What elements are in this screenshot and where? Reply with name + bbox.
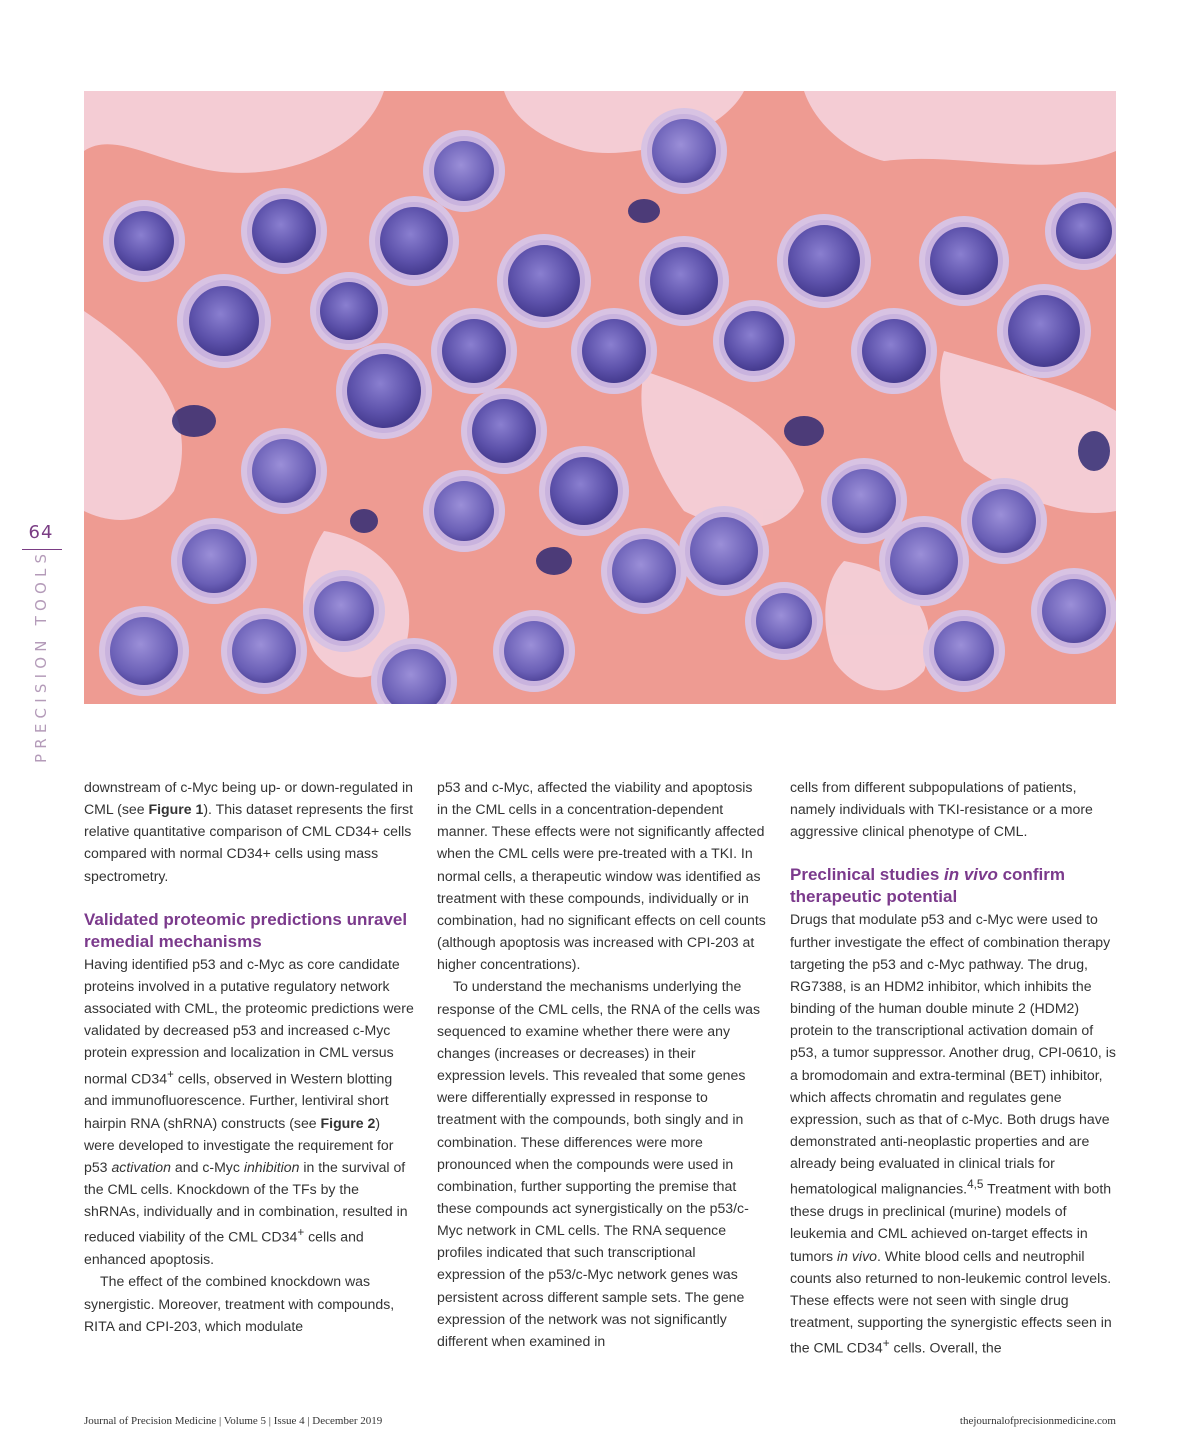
heading-emphasis: in vivo — [944, 865, 998, 885]
text-run: cells and enhanced apoptosis. — [84, 1229, 364, 1268]
micrograph-svg — [84, 91, 1116, 704]
footer-journal-info: Journal of Precision Medicine | Volume 5 | Issue 4 | December 2019 — [84, 1415, 383, 1427]
superscript: + — [882, 1337, 890, 1351]
emphasis: in vivo — [837, 1247, 877, 1264]
text-column-2 — [437, 776, 767, 1352]
heading-run: confirm therapeutic potential — [790, 865, 1065, 907]
text-run: Having identified p53 and c-Myc as core candidate proteins involved in a putative regulatory network associated with CML, the proteomic predictions were validated by decreased p53 and increased c-Myc protein expression and localization in CML versus normal CD34 — [84, 955, 414, 1087]
paragraph: To understand the mechanisms underlying the response of the CML cells, the RNA of the cells was sequenced to examine whether there were any changes (increases or decreases) in their expression levels. This revealed that some genes were differentially expressed in response to treatment with the compounds, both singly and in combination. These differences were more pronounced when the compounds were used in combination, further supporting the premise that these compounds act synergistically on the p53/c-Myc network in CML cells. The RNA sequence profiles indicated that such transcriptional expression of the p53/c-Myc network genes was persistent across different sample sets. The gene expression of the network was not significantly different when examined in — [437, 978, 760, 1349]
superscript: + — [297, 1226, 305, 1240]
text-run: downstream of c-Myc being up- or down-regulated in CML (see — [84, 779, 414, 818]
paragraph: cells from different subpopulations of patients, namely individuals with TKI-resistance or a more aggressive clinical phenotype of CML. — [790, 779, 1093, 840]
section-heading: Validated proteomic predictions unravel remedial mechanisms — [84, 909, 408, 951]
text-run: Drugs that modulate p53 and c-Myc were used to further investigate the effect of combination therapy targeting the p53 and c-Myc pathway. The drug, RG7388, is an HDM2 inhibitor, which inhibits the binding of the human double minute 2 (HDM2) protein to the transcriptional activation domain of p53, a tumor suppressor. Another drug, CPI-0610, is a bromodomain and extra-terminal (BET) inhibitor, which affects chromatin and regulates gene expression, such as that of c-Myc. Both drugs have demonstrated anti-neoplastic properties and are already being evaluated in clinical trials for hematological malignancies. — [790, 911, 1116, 1198]
text-run: in the survival of the CML cells. Knockdown of the TFs by the shRNAs, individually and in combination, resulted in reduced viability of the CML CD34 — [84, 1158, 408, 1246]
paragraph — [84, 776, 414, 887]
text-run: cells, observed in Western blotting and immunofluorescence. Further, lentiviral short hairpin RNA (shRNA) constructs (see — [84, 1070, 393, 1131]
text-run: Treatment with both these drugs in preclinical (murine) models of leukemia and CML achieved on-target effects in tumors — [790, 1181, 1112, 1264]
emphasis: activation — [111, 1158, 171, 1175]
figure-reference: Figure 1 — [148, 801, 204, 818]
section-heading — [790, 864, 1120, 908]
text-run: . White blood cells and neutrophil counts also returned to non-leukemic control levels. These effects were not seen with single drug treatment, supporting the synergistic effects seen in the CML CD34 — [790, 1247, 1112, 1356]
micrograph-image — [84, 91, 1116, 704]
figure-reference: Figure 2 — [320, 1114, 376, 1131]
paragraph — [790, 908, 1120, 1359]
paragraph: The effect of the combined knockdown was synergistic. Moreover, treatment with compounds, RITA and CPI-203, which modulate — [84, 1273, 395, 1334]
superscript: + — [167, 1067, 174, 1081]
page-number: 64 — [28, 522, 54, 543]
footer-website: thejournalofprecisionmedicine.com — [959, 1415, 1116, 1427]
text-run: cells. Overall, the — [889, 1339, 1002, 1356]
emphasis: inhibition — [243, 1158, 300, 1175]
text-run: and c-Myc — [170, 1158, 244, 1175]
heading-run: Preclinical studies — [790, 865, 945, 885]
paragraph: p53 and c-Myc, affected the viability and apoptosis in the CML cells in a concentration-dependent manner. These effects were not significantly affected when the CML cells were pre-treated with a TKI. In normal cells, a therapeutic window was identified as treatment with these compounds, individually or in combination, had no significant effects on cell counts (although apoptosis was increased with CPI-203 at higher concentrations). — [437, 779, 766, 973]
section-label: PRECISION TOOLS — [32, 548, 50, 763]
paragraph-gap — [790, 842, 1120, 864]
paragraph-gap — [84, 887, 414, 909]
text-column-1 — [84, 776, 414, 1337]
text-run: ) were developed to investigate the requirement for p53 — [84, 1114, 394, 1175]
citation-superscript: 4,5 — [967, 1178, 984, 1192]
text-column-3 — [790, 776, 1120, 1359]
text-run: ). This dataset represents the first relative quantitative comparison of CML CD34+ cells compared with normal CD34+ cells using mass spectrometry. — [84, 801, 413, 884]
paragraph — [84, 953, 414, 1271]
